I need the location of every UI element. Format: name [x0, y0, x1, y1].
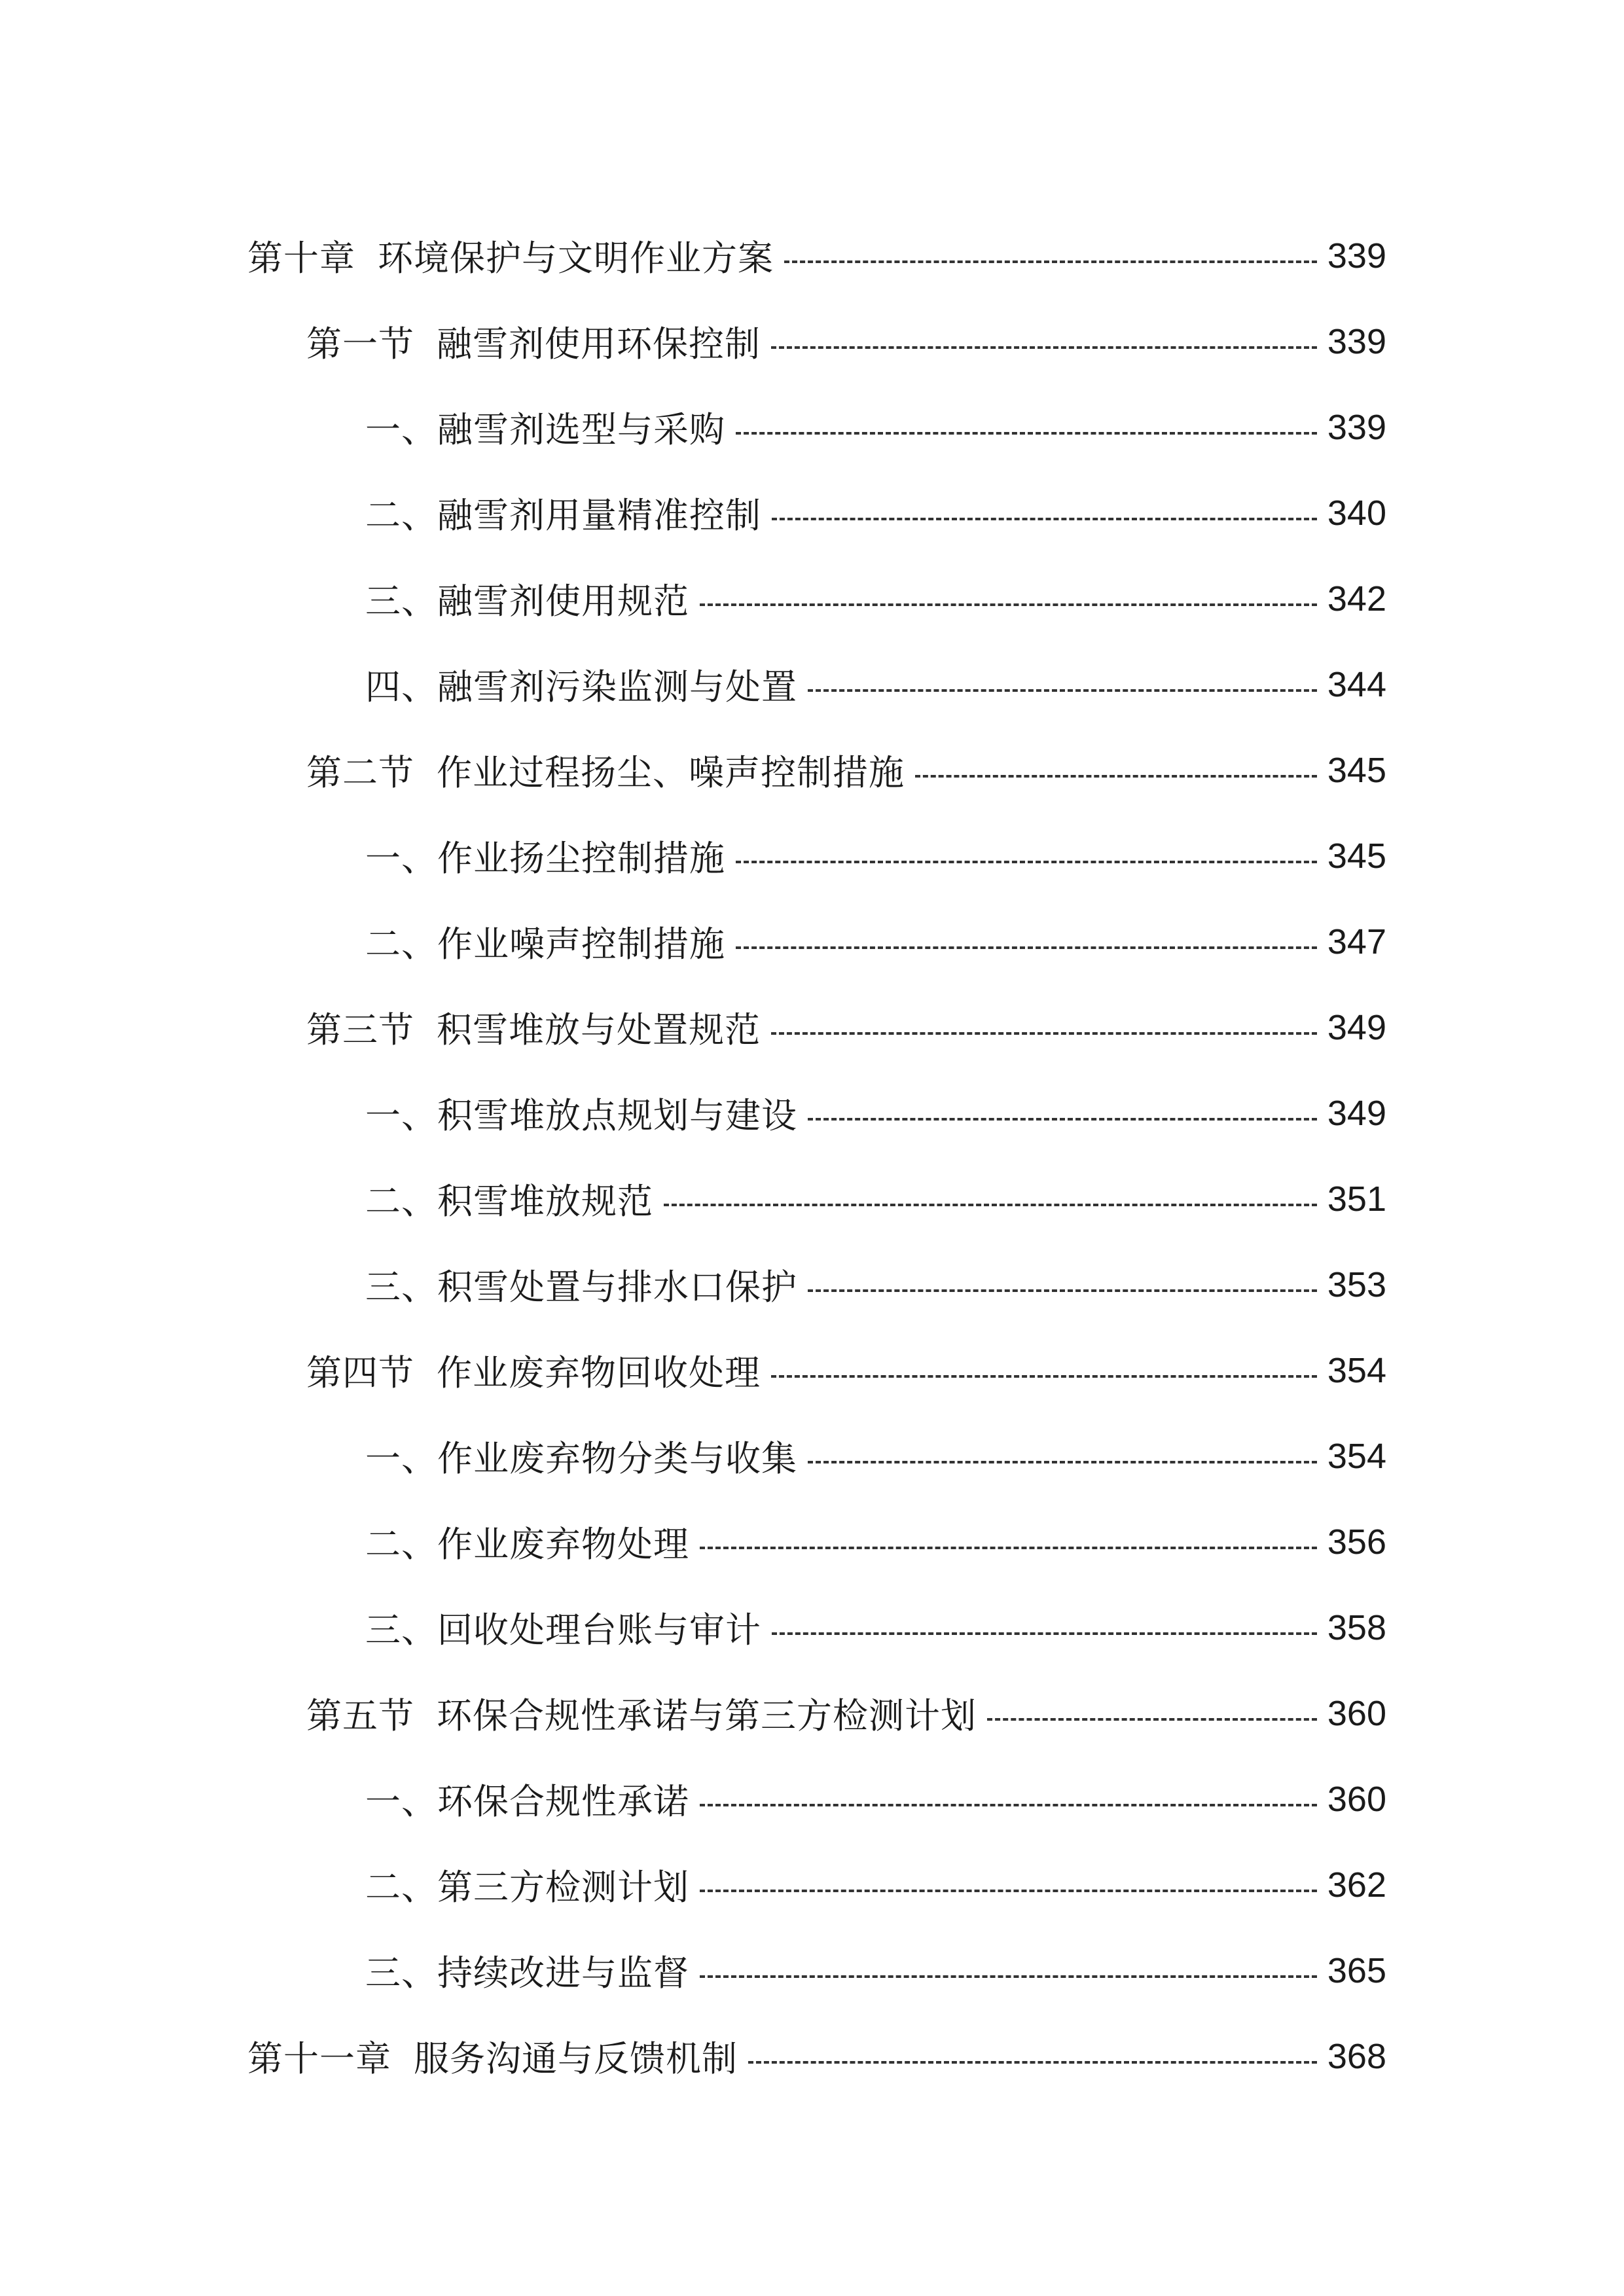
toc-entry-title: 作业过程扬尘、噪声控制措施 — [437, 752, 905, 793]
toc-entry-section-3[interactable] — [306, 984, 1386, 1070]
dot-leader — [915, 775, 1317, 778]
toc-entry-item[interactable] — [365, 641, 1386, 727]
toc-entry-chapter-11[interactable] — [247, 2013, 1386, 2099]
table-of-contents — [0, 213, 1624, 2099]
dot-leader — [748, 2061, 1317, 2064]
toc-entry-item[interactable] — [365, 1585, 1386, 1670]
toc-page-number: 365 — [1327, 1950, 1386, 1990]
toc-entry-title: 环保合规性承诺与第三方检测计划 — [437, 1695, 977, 1736]
toc-entry-title: 融雪剂使用环保控制 — [437, 323, 761, 365]
toc-page-number: 356 — [1327, 1522, 1386, 1562]
dot-leader — [808, 689, 1317, 692]
dot-leader — [808, 1461, 1317, 1463]
dot-leader — [736, 432, 1317, 435]
toc-entry-title: 一、环保合规性承诺 — [365, 1781, 689, 1822]
toc-page-number: 345 — [1327, 836, 1386, 876]
toc-entry-item[interactable] — [365, 1928, 1386, 2013]
toc-entry-title: 二、作业废弃物处理 — [365, 1524, 689, 1565]
toc-entry-item[interactable] — [365, 1156, 1386, 1242]
dot-leader — [771, 346, 1317, 349]
toc-entry-title: 二、积雪堆放规范 — [365, 1181, 653, 1222]
toc-entry-title: 一、融雪剂选型与采购 — [365, 409, 725, 450]
dot-leader — [736, 946, 1317, 949]
toc-entry-item[interactable] — [365, 1756, 1386, 1842]
dot-leader — [700, 1890, 1317, 1892]
toc-entry-title: 三、回收处理台账与审计 — [365, 1609, 761, 1651]
toc-entry-number: 第五节 — [306, 1695, 414, 1736]
toc-entry-section-5[interactable] — [306, 1670, 1386, 1756]
toc-entry-number: 第二节 — [306, 752, 414, 793]
toc-entry-title: 环境保护与文明作业方案 — [378, 238, 774, 279]
dot-leader — [700, 603, 1317, 606]
toc-entry-section-2[interactable] — [306, 727, 1386, 813]
toc-entry-item[interactable] — [365, 1242, 1386, 1327]
toc-page-number: 339 — [1327, 321, 1386, 361]
dot-leader — [771, 1375, 1317, 1378]
toc-page-number: 339 — [1327, 407, 1386, 447]
toc-entry-number: 第四节 — [306, 1352, 414, 1393]
toc-page-number: 360 — [1327, 1693, 1386, 1733]
toc-entry-item[interactable] — [365, 813, 1386, 899]
toc-entry-title: 二、作业噪声控制措施 — [365, 924, 725, 965]
toc-page-number: 340 — [1327, 493, 1386, 533]
dot-leader — [700, 1547, 1317, 1549]
dot-leader — [772, 1632, 1317, 1635]
dot-leader — [700, 1804, 1317, 1806]
toc-page-number: 358 — [1327, 1607, 1386, 1647]
dot-leader — [808, 1118, 1317, 1121]
toc-entry-number: 第一节 — [306, 323, 414, 365]
dot-leader — [771, 1032, 1317, 1035]
toc-page-number: 354 — [1327, 1436, 1386, 1476]
dot-leader — [784, 260, 1317, 263]
toc-page-number: 362 — [1327, 1865, 1386, 1905]
toc-entry-title: 积雪堆放与处置规范 — [437, 1009, 761, 1050]
toc-page-number: 345 — [1327, 750, 1386, 790]
toc-entry-section-4[interactable] — [306, 1327, 1386, 1413]
toc-entry-title: 三、持续改进与监督 — [365, 1952, 689, 1994]
toc-page-number: 342 — [1327, 579, 1386, 619]
toc-entry-chapter-10[interactable] — [247, 213, 1386, 298]
toc-entry-item[interactable] — [365, 384, 1386, 470]
toc-page-number: 347 — [1327, 922, 1386, 961]
toc-page-number: 351 — [1327, 1179, 1386, 1219]
toc-page-number: 349 — [1327, 1007, 1386, 1047]
toc-entry-title: 三、融雪剂使用规范 — [365, 581, 689, 622]
dot-leader — [664, 1204, 1317, 1206]
toc-page-number: 353 — [1327, 1265, 1386, 1304]
toc-page-number: 344 — [1327, 664, 1386, 704]
dot-leader — [987, 1718, 1317, 1721]
toc-entry-title: 四、融雪剂污染监测与处置 — [365, 666, 797, 708]
toc-entry-title: 一、作业扬尘控制措施 — [365, 838, 725, 879]
dot-leader — [808, 1289, 1317, 1292]
dot-leader — [700, 1975, 1317, 1978]
toc-page-number: 360 — [1327, 1779, 1386, 1819]
toc-entry-item[interactable] — [365, 1413, 1386, 1499]
toc-entry-title: 一、积雪堆放点规划与建设 — [365, 1095, 797, 1136]
toc-entry-item[interactable] — [365, 1070, 1386, 1156]
toc-page-number: 368 — [1327, 2036, 1386, 2076]
toc-entry-title: 三、积雪处置与排水口保护 — [365, 1266, 797, 1308]
toc-entry-title: 服务沟通与反馈机制 — [414, 2038, 738, 2079]
toc-entry-item[interactable] — [365, 1842, 1386, 1928]
dot-leader — [772, 518, 1317, 520]
dot-leader — [736, 861, 1317, 863]
toc-entry-item[interactable] — [365, 1499, 1386, 1585]
toc-entry-item[interactable] — [365, 470, 1386, 556]
toc-entry-item[interactable] — [365, 899, 1386, 984]
toc-entry-number: 第三节 — [306, 1009, 414, 1050]
toc-entry-title: 作业废弃物回收处理 — [437, 1352, 761, 1393]
toc-page-number: 354 — [1327, 1350, 1386, 1390]
toc-entry-item[interactable] — [365, 556, 1386, 641]
toc-entry-title: 二、第三方检测计划 — [365, 1867, 689, 1908]
toc-entry-title: 一、作业废弃物分类与收集 — [365, 1438, 797, 1479]
toc-entry-section-1[interactable] — [306, 298, 1386, 384]
toc-page-number: 339 — [1327, 236, 1386, 276]
toc-entry-number: 第十章 — [247, 238, 355, 279]
toc-entry-number: 第十一章 — [247, 2038, 391, 2079]
toc-page-number: 349 — [1327, 1093, 1386, 1133]
toc-entry-title: 二、融雪剂用量精准控制 — [365, 495, 761, 536]
